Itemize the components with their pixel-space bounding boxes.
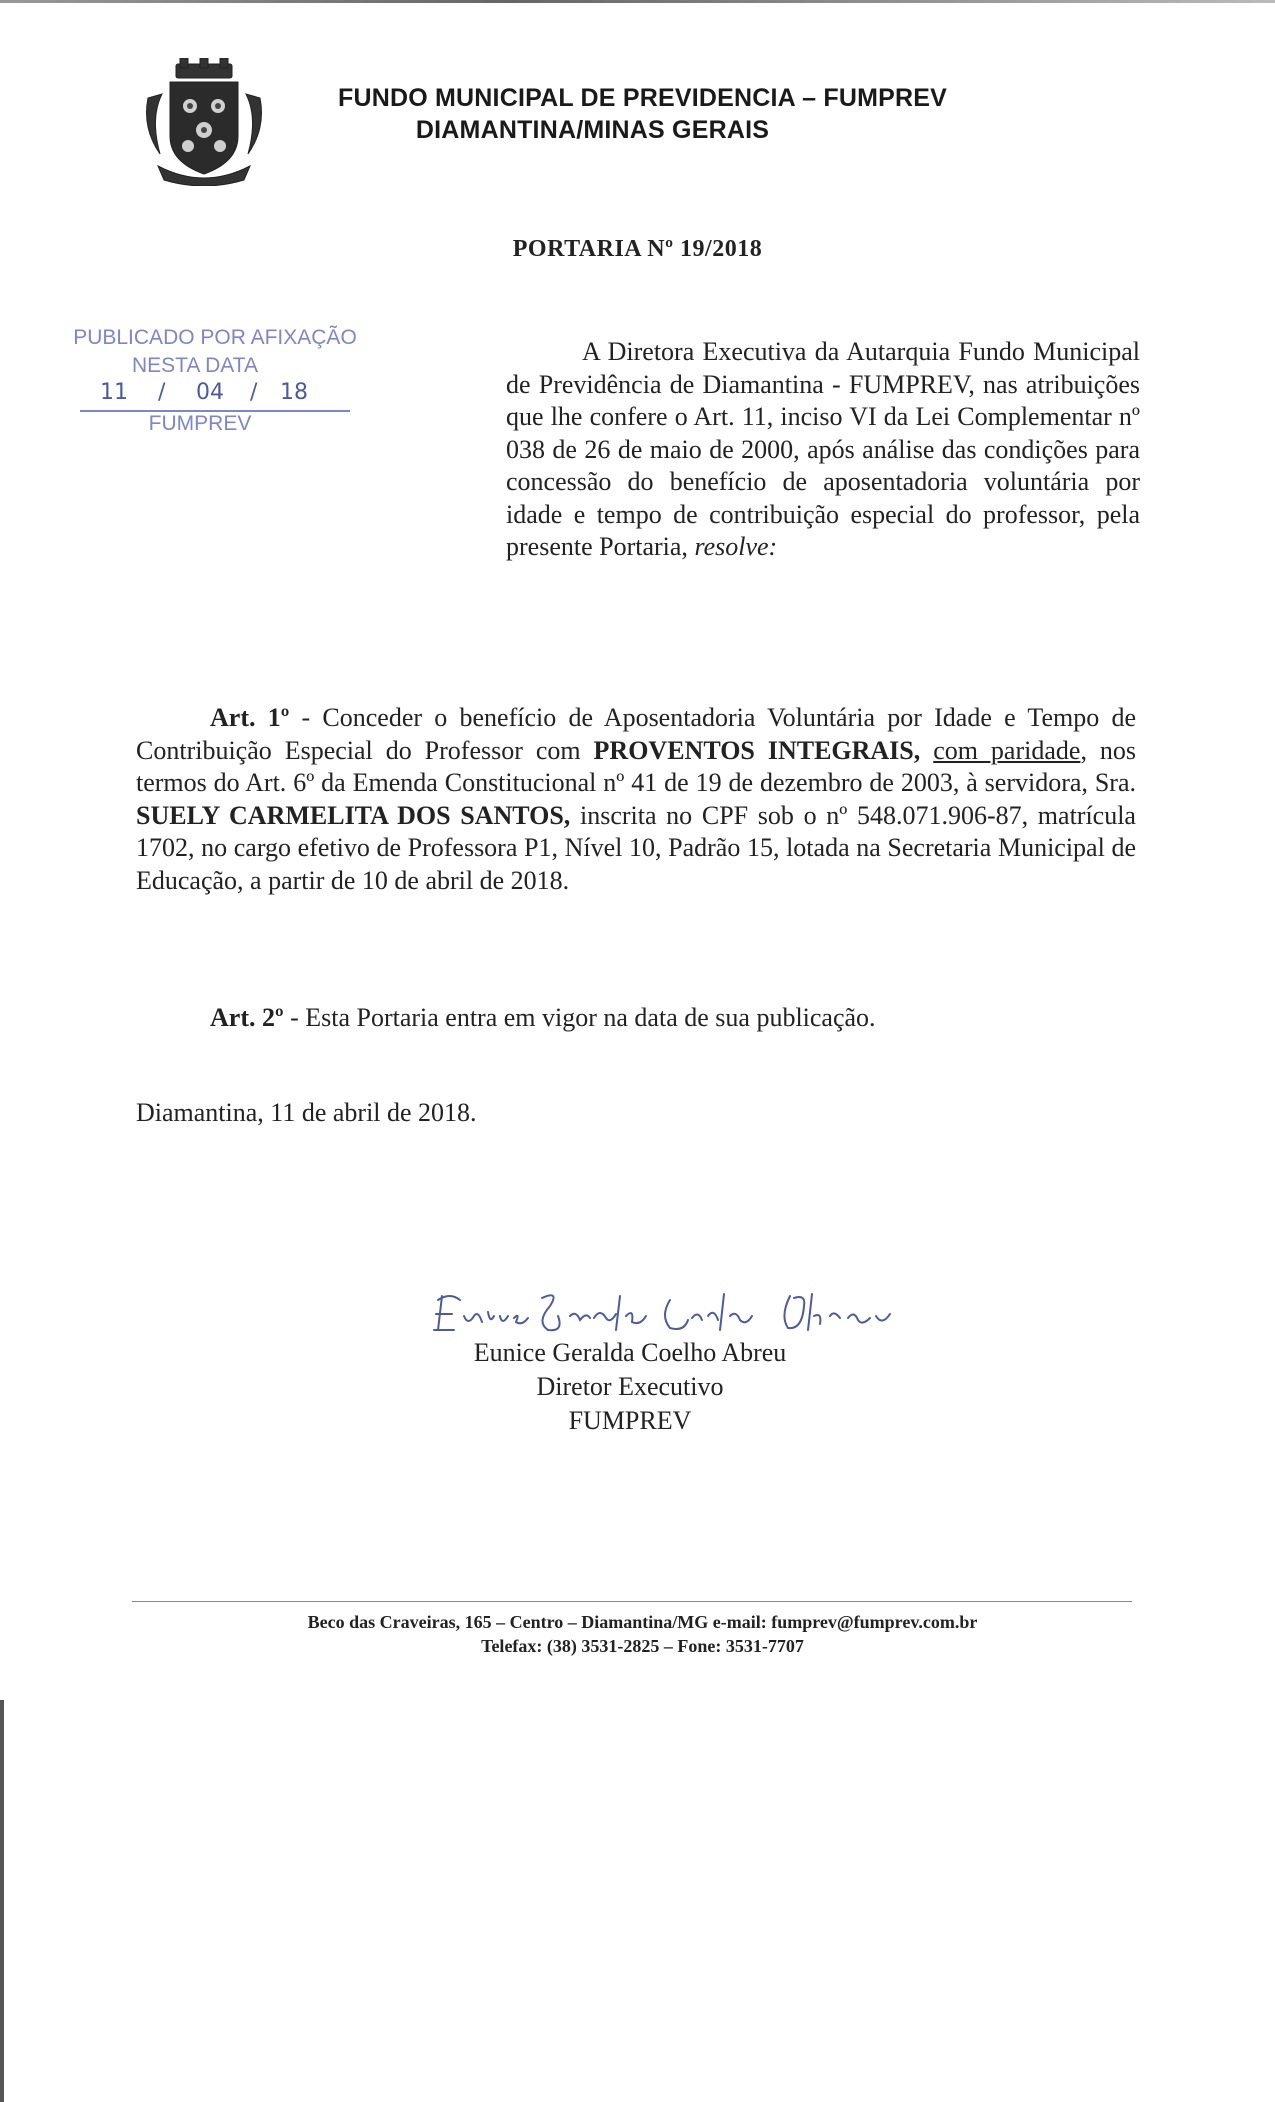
stamp-year: 18 <box>280 380 308 405</box>
signatory-name: Eunice Geralda Coelho Abreu <box>473 1338 787 1367</box>
org-location-heading: DIAMANTINA/MINAS GERAIS <box>415 116 770 144</box>
preamble-resolve: resolve: <box>694 532 778 561</box>
scan-edge-left <box>0 1700 4 2102</box>
stamp-line-published: PUBLICADO POR AFIXAÇÃO <box>73 326 357 349</box>
signatory-org: FUMPREV <box>568 1406 692 1435</box>
footer-phones: Telefax: (38) 3531-2825 – Fone: 3531-7707 <box>481 1636 804 1656</box>
portaria-title: PORTARIA Nº 19/2018 <box>512 236 763 262</box>
stamp-line-date-label: NESTA DATA <box>131 354 259 377</box>
signatory-role: Diretor Executivo <box>536 1372 724 1401</box>
stamp-handwritten-date: 11 / 04 / 18 <box>100 380 308 405</box>
scan-edge-top <box>0 0 1275 3</box>
article-2 <box>136 1002 1136 1035</box>
article-1-paridade: com paridade <box>933 735 1081 765</box>
article-1-bold-proventos: PROVENTOS INTEGRAIS, <box>593 735 921 765</box>
handwritten-signature <box>430 1286 930 1336</box>
signature-block <box>450 1336 810 1438</box>
article-2-label: Art. 2º <box>210 1003 284 1032</box>
publication-stamp <box>70 326 360 436</box>
article-1-text-c: inscrita no CPF sob o nº 548.071.906-87, matrícula 1702, no cargo efetivo de Professora P1, Nível 10, Padrão 15, lotada na Secretaria Municipal de Educação, a partir de 10 de abril de 2018. <box>136 800 1136 895</box>
stamp-month: 04 <box>196 380 224 405</box>
article-1-label: Art. 1º <box>210 703 290 732</box>
footer-divider <box>132 1601 1132 1602</box>
preamble-paragraph <box>506 336 1140 564</box>
stamp-day: 11 <box>100 380 128 405</box>
article-1-beneficiary-name: SUELY CARMELITA DOS SANTOS, <box>136 800 571 830</box>
article-1-text-b: , nos termos do Art. 6º da Emenda Constitucional nº 41 de 19 de dezembro de 2003, à servidora, Sra. <box>136 735 1137 797</box>
place-date: Diamantina, 11 de abril de 2018. <box>136 1098 477 1127</box>
footer-address: Beco das Craveiras, 165 – Centro – Diamantina/MG e-mail: fumprev@fumprev.com.br <box>307 1612 978 1632</box>
article-1 <box>136 702 1136 897</box>
org-name-heading: FUNDO MUNICIPAL DE PREVIDENCIA – FUMPREV <box>338 84 947 112</box>
preamble-text: A Diretora Executiva da Autarquia Fundo Municipal de Previdência de Diamantina - FUMPREV, nas atribuições que lhe confere o Art. 11, inciso VI da Lei Complementar nº 038 de 26 de maio de 2000, após análise das condições para concessão do benefício de aposentadoria voluntária por idade e tempo de contribuição especial do professor, pela presente Portaria, <box>506 337 1140 561</box>
article-2-text: - Esta Portaria entra em vigor na data de sua publicação. <box>283 1003 876 1032</box>
article-1-text-a: - Conceder o benefício de Aposentadoria Voluntária por Idade e Tempo de Contribuição Especial do Professor com <box>136 703 1136 765</box>
stamp-line-org: FUMPREV <box>148 412 252 435</box>
